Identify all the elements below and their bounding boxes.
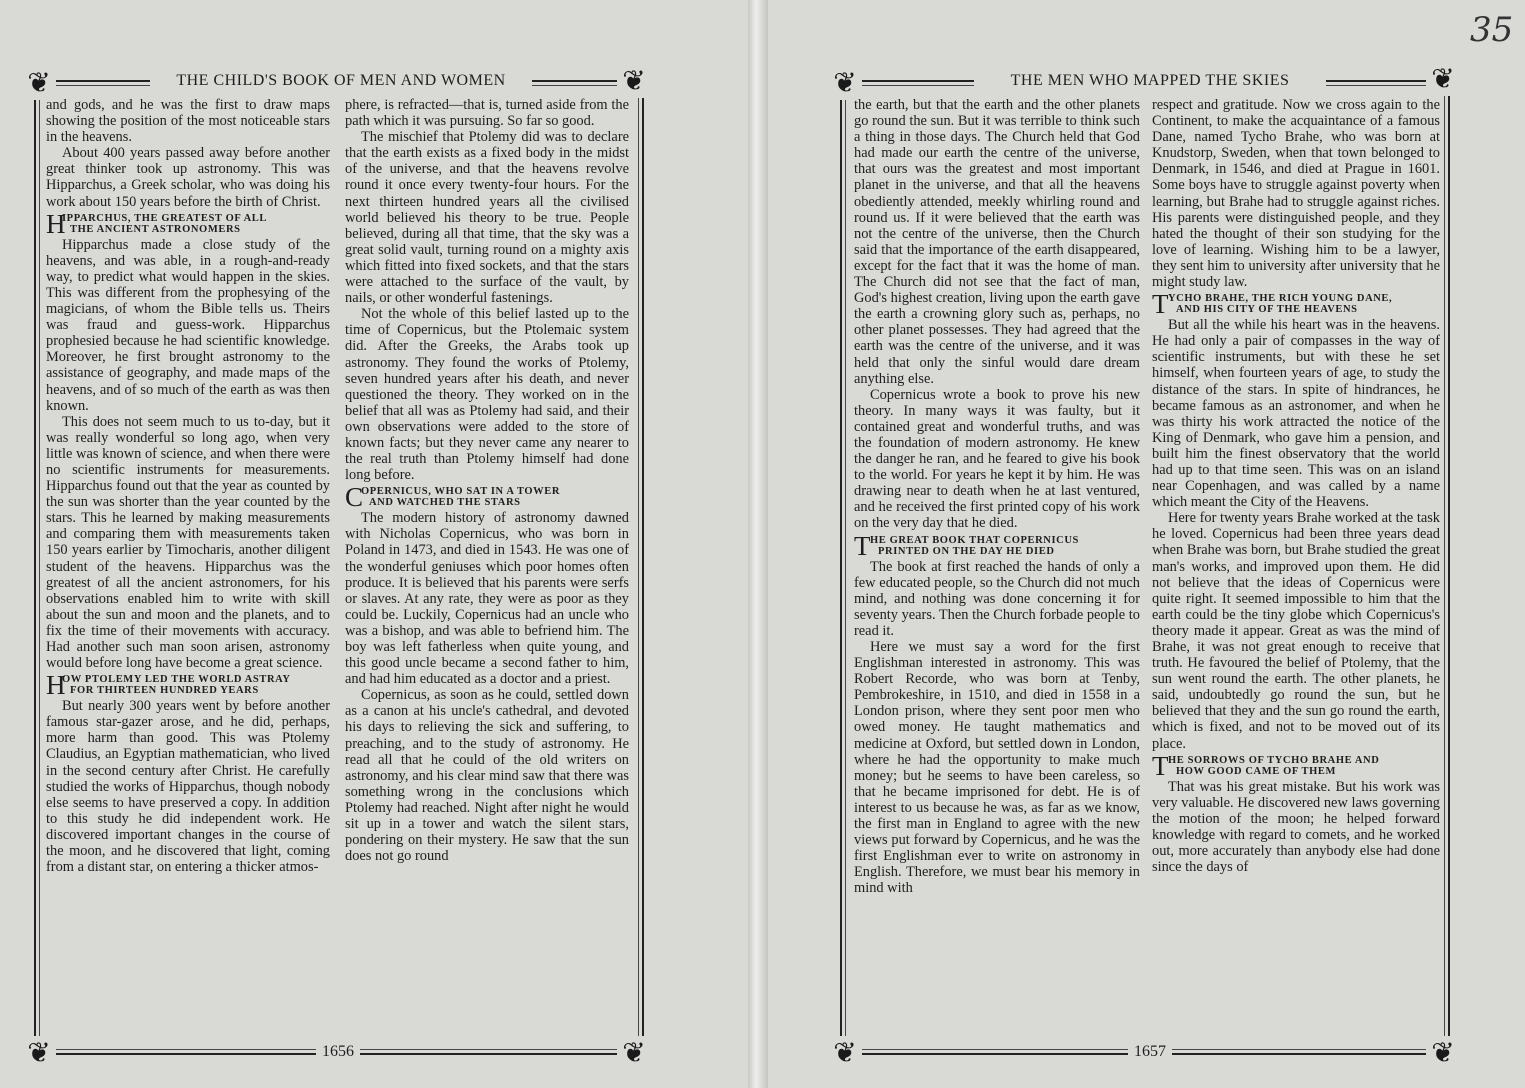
section-heading <box>1152 289 1440 320</box>
section-heading <box>854 530 1140 561</box>
paragraph: Here we must say a word for the first Englishman interested in astronomy. This was Robert Recorde, who was born at Tenby, Pembrokeshire, in 1510, and died in 1558 in a London prison, where they sent poor men who owed money. He taught mathematics and medicine at Oxford, but settled down in London, where he had the opportunity to make much money; but he seems to have been careless, so that he became imprisoned for debt. He is of interest to us because he was, as far as we know, the first man in England to agree with the new views put forward by Copernicus, and he was the first Englishman ever to write on astronomy in English. Therefore, we must bear his memory in mind with <box>854 639 1140 897</box>
paragraph: The book at first reached the hands of only a few educated people, so the Church did not much mind, and nothing was done concerning it for seventy years. Then the Church forbade people to read it. <box>854 558 1140 639</box>
paragraph: The mischief that Ptolemy did was to declare that the earth exists as a fixed body in the midst of the universe, and that the heavens revolve round it once every twenty-four hours. For the next thirteen hundred years all the civilised world believed his theory to be true. People believed, during all that time, that the sky was a great solid vault, turning round on a mighty axis which fitted into fixed sockets, and that the stars were attached to the surface of the vault, by nails, or other wonderful fastenings. <box>345 129 629 307</box>
paragraph: Not the whole of this belief lasted up to the time of Copernicus, but the Ptolemaic system did. After the Greeks, the Arabs took up astronomy. They found the works of Ptolemy, seven hundred years after his death, and never questioned the theory. They worked on in the belief that all was as Ptolemy had said, and their own observations were added to the store of known facts; but they never came any nearer to the real truth than Ptolemy himself had done long before. <box>345 306 629 484</box>
right-column-2 <box>1152 97 1440 1037</box>
left-page-number: 1656 <box>316 1042 360 1062</box>
heading-line-1: HE SORROWS OF TYCHO BRAHE AND <box>1168 754 1380 766</box>
heading-line-1: HE GREAT BOOK THAT COPERNICUS <box>870 534 1079 546</box>
heading-initial: T <box>1152 289 1170 320</box>
right-top-left-ornament: ❦ <box>828 66 862 100</box>
heading-initial: T <box>1152 750 1170 781</box>
left-running-header: THE CHILD'S BOOK OF MEN AND WOMEN <box>150 70 532 92</box>
right-bottom-right-ornament: ❦ <box>1426 1036 1460 1070</box>
section-heading <box>345 482 629 513</box>
left-bottom-left-ornament: ❦ <box>22 1036 56 1070</box>
heading-initial: H <box>46 208 67 239</box>
right-page <box>768 0 1525 1088</box>
section-heading <box>1152 750 1440 781</box>
right-bottom-left-ornament: ❦ <box>828 1036 862 1070</box>
page-fold <box>748 0 768 1088</box>
heading-line-1: IPPARCHUS, THE GREATEST OF ALL <box>62 212 268 224</box>
right-page-number: 1657 <box>1128 1042 1172 1062</box>
heading-line-1: OPERNICUS, WHO SAT IN A TOWER <box>361 486 561 498</box>
paragraph: the earth, but that the earth and the other planets go round the sun. But it was terrible to think such a thing in those days. The Church held that God had made our earth the centre of the universe, that ours was the greatest and most important planet in the universe, and that all the heavens obediently attended, meekly whirling round and round us. If it were believed that the earth was not the centre of the universe, then the Church said that the importance of the earth disappeared, except for the fact that it was the home of man. The Church did not see that the fact of man, God's highest creation, living upon the earth gave the earth a crowning glory such as, perhaps, no other planet possesses. They had agreed that the earth was the centre of the universe, and it was held that only the sinful would dare dream anything else. <box>854 97 1140 387</box>
paragraph: and gods, and he was the first to draw maps showing the position of the most noticeable stars in the heavens. <box>46 97 330 146</box>
section-heading <box>46 670 330 701</box>
right-running-header: THE MEN WHO MAPPED THE SKIES <box>974 70 1326 92</box>
paragraph: The modern history of astronomy dawned with Nicholas Copernicus, who was born in Poland in 1473, and died in 1543. He was one of the wonderful geniuses which poor homes often produce. It is believed that his parents were serfs or slaves. At any rate, they were as poor as they could be. Luckily, Copernicus had an uncle who was a bishop, and was able to befriend him. The boy was left fatherless when quite young, and this good uncle became a second father to him, and had him educated as a doctor and a priest. <box>345 510 629 688</box>
right-top-right-ornament: ❦ <box>1426 62 1460 96</box>
paragraph: But all the while his heart was in the heavens. He had only a pair of compasses in the way of scientific instruments, but with these he set himself, when fourteen years of age, to study the distance of the stars. In spite of hindrances, he became famous as an astronomer, and when he was thirty his work attracted the notice of the King of Denmark, who gave him a pension, and built him the finest observatory that the world had up to that time seen. This was on an island near Copenhagen, and was called by a name which meant the City of the Heavens. <box>1152 317 1440 511</box>
paragraph: But nearly 300 years went by before another famous star-gazer arose, and he did, perhaps, more harm than good. This was Ptolemy Claudius, an Egyptian mathematician, who lived in the second century after Christ. He carefully studied the works of Hipparchus, though nobody else seems to have preserved a copy. In addition to this study he did independent work. He discovered important changes in the course of the moon, and he discovered that light, coming from a distant star, on entering a thicker atmos- <box>46 698 330 876</box>
heading-line-2: PRINTED ON THE DAY HE DIED <box>878 545 1055 557</box>
paragraph: Hipparchus made a close study of the heavens, and was able, in a rough-and-ready way, to predict what would happen in the skies. This was different from the prophesying of the magicians, of whom the Bible tells us. Theirs was fraud and guess-work. Hipparchus prophesied because he had scientific knowledge. Moreover, he first brought astronomy to the assistance of geography, and made maps of the heavens, and of so much of the earth as was then known. <box>46 236 330 414</box>
paragraph: Here for twenty years Brahe worked at the task he loved. Copernicus had been three years dead when Brahe was born, but Brahe studied the great man's works, and improved upon them. He did not believe that the ideas of Copernicus were quite right. It seemed impossible to him that the earth could be the tiny globe which Copernicus's theory made it appear. Great as was the mind of Brahe, it was not great enough to receive that truth. He favoured the belief of Ptolemy, that the sun went round the earth. The other planets, he said, undoubtedly go round the sun, but he believed that they and the sun go round the earth, which is fixed, and not to be moved out of its place. <box>1152 510 1440 752</box>
paragraph: Copernicus wrote a book to prove his new theory. In many ways it was faulty, but it contained great and wonderful truths, and was the foundation of modern astronomy. He knew the danger he ran, and he feared to give his book to the world. For years he kept it by him. He was drawing near to death when he at last ventured, and he received the first printed copy of his work on the very day that he died. <box>854 386 1140 532</box>
right-column-1 <box>854 97 1140 1037</box>
left-column-2 <box>345 97 629 1037</box>
heading-line-1: OW PTOLEMY LED THE WORLD ASTRAY <box>62 674 291 686</box>
heading-line-1: YCHO BRAHE, THE RICH YOUNG DANE, <box>1168 293 1393 305</box>
handwritten-page-mark: 35 <box>1470 10 1514 50</box>
heading-initial: T <box>854 530 872 561</box>
left-top-left-ornament: ❦ <box>22 66 56 100</box>
heading-line-2: THE ANCIENT ASTRONOMERS <box>70 223 241 235</box>
left-column-1 <box>46 97 330 1037</box>
heading-initial: H <box>46 670 67 701</box>
heading-initial: C <box>345 482 364 513</box>
left-page <box>0 0 748 1088</box>
paragraph: About 400 years passed away before another great thinker took up astronomy. This was Hipparchus, a Greek scholar, who was doing his work about 150 years before the birth of Christ. <box>46 145 330 210</box>
paragraph: Copernicus, as soon as he could, settled down as a canon at his uncle's cathedral, and devoted his days to relieving the sick and suffering, to preaching, and to the study of astronomy. He read all that he could of the old writers on astronomy, and his clear mind saw that there was something wrong in the conclusions which Ptolemy had reached. Night after night he would sit up in a tower and watch the silent stars, pondering on their mystery. He saw that the sun does not go round <box>345 687 629 865</box>
left-bottom-right-ornament: ❦ <box>617 1036 651 1070</box>
paragraph: phere, is refracted—that is, turned aside from the path which it was pursuing. So far so good. <box>345 97 629 130</box>
heading-line-2: FOR THIRTEEN HUNDRED YEARS <box>70 685 259 697</box>
section-heading <box>46 208 330 239</box>
paragraph: respect and gratitude. Now we cross again to the Continent, to make the acquaintance of a famous Dane, named Tycho Brahe, who was born at Knudstorp, Sweden, when that town belonged to Denmark, in 1546, and died at Prague in 1601. Some boys have to struggle against poverty when learning, but Brahe had to struggle against riches. His parents were distinguished people, and they hated the thought of their son studying for the love of learning. Wishing him to be a lawyer, they sent him to university after university that he might study law. <box>1152 97 1440 291</box>
left-top-right-ornament: ❦ <box>617 64 651 98</box>
heading-line-2: HOW GOOD CAME OF THEM <box>1176 765 1336 777</box>
paragraph: That was his great mistake. But his work was very valuable. He discovered new laws governing the motion of the moon; he helped forward knowledge with regard to comets, and he worked out, more accurately than anybody else had done since the days of <box>1152 778 1440 876</box>
paragraph: This does not seem much to us to-day, but it was really wonderful so long ago, when very little was known of science, and when there were no scientific instruments for measurements. Hipparchus found out that the year as counted by the sun was shorter than the year counted by the stars. This he learned by making measurements and comparing them with measurements taken 150 years earlier by Timocharis, another diligent student of the heavens. Hipparchus was the greatest of all the ancient astronomers, for his observations enabled him to write with skill about the sun and moon and the planets, and to fix the time of their movements with accuracy. Had another such man soon arisen, astronomy would before long have become a great science. <box>46 413 330 672</box>
heading-line-2: AND WATCHED THE STARS <box>369 497 521 509</box>
heading-line-2: AND HIS CITY OF THE HEAVENS <box>1176 304 1358 316</box>
